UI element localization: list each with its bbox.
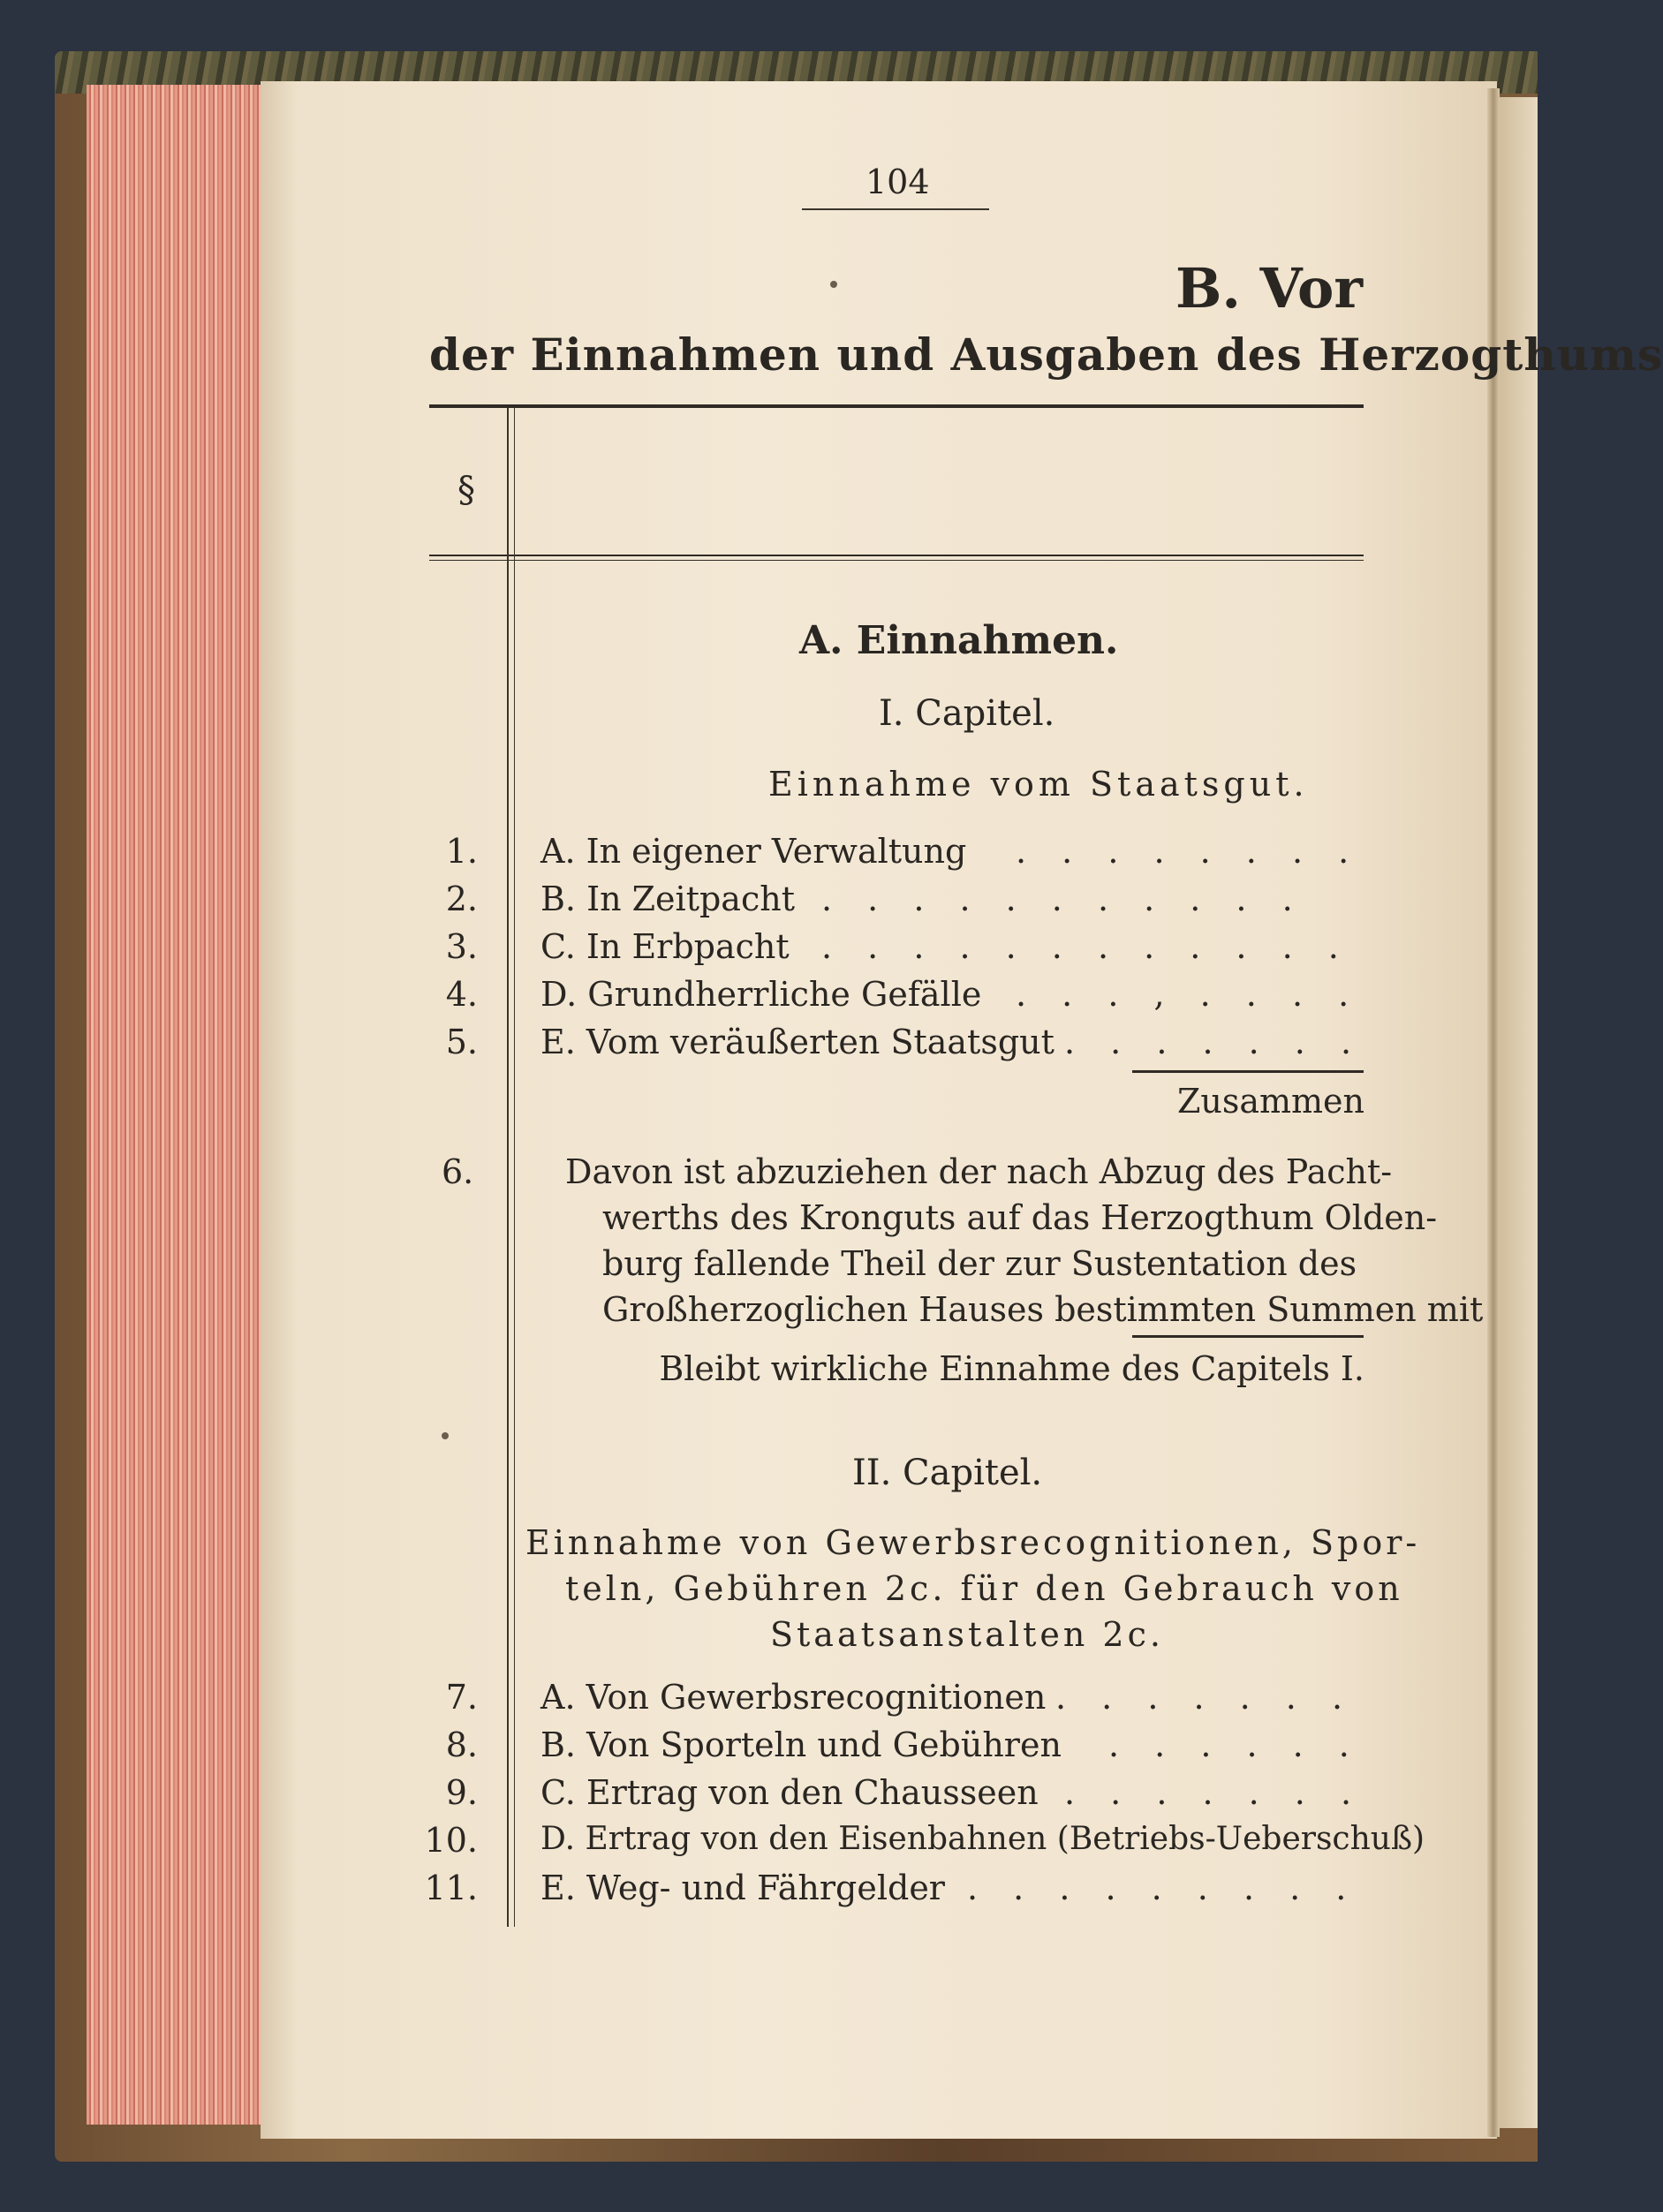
leader-dots: . . . . . . . . . . . . xyxy=(821,927,1351,966)
item-text: B. In Zeitpacht xyxy=(540,880,795,918)
leader-dots: . . . . . . . . . . . xyxy=(821,880,1305,918)
heading-right: B. Vor xyxy=(1175,256,1363,321)
list-item xyxy=(0,1773,1538,1819)
table-top-rule xyxy=(429,404,1364,408)
item6-line: Großherzoglichen Hauses bestimmten Summen mit xyxy=(602,1290,1484,1329)
item-number: 7. xyxy=(445,1678,478,1717)
table-header-bottom-rule xyxy=(429,555,1364,556)
heading-line: der Einnahmen und Ausgaben des Herzogthums xyxy=(429,328,1663,381)
stray-dot xyxy=(442,1432,449,1439)
item-text: C. Ertrag von den Chausseen xyxy=(540,1773,1039,1812)
item-number: 1. xyxy=(445,832,478,871)
item-number: 9. xyxy=(445,1773,478,1812)
chapter2-title: II. Capitel. xyxy=(852,1453,1043,1493)
total-label: Zusammen xyxy=(1176,1082,1364,1121)
item-text: E. Weg- und Fährgelder xyxy=(540,1868,945,1907)
chapter2-subtitle-line: Einnahme von Gewerbsrecognitionen, Spor- xyxy=(525,1523,1421,1562)
leader-dots: . . . . . . . xyxy=(1064,1773,1364,1812)
page-number: 104 xyxy=(866,162,930,201)
item-text: E. Vom veräußerten Staatsgut xyxy=(540,1023,1054,1061)
list-item xyxy=(0,1023,1538,1068)
chapter2-subtitle-line: teln, Gebühren 2c. für den Gebrauch von xyxy=(565,1569,1403,1608)
page-number-rule xyxy=(802,208,989,210)
remainder-label: Bleibt wirkliche Einnahme des Capitels I. xyxy=(659,1349,1364,1388)
list-item xyxy=(0,880,1538,925)
list-item xyxy=(0,1725,1538,1771)
stray-dot xyxy=(830,281,837,288)
item-text: D. Grundherrliche Gefälle xyxy=(540,975,982,1014)
item-text: A. In eigener Verwaltung xyxy=(540,832,967,871)
remainder-rule xyxy=(1132,1335,1364,1338)
list-item xyxy=(0,975,1538,1021)
item6-line: burg fallende Theil der zur Sustentation des xyxy=(602,1244,1357,1283)
item-text: D. Ertrag von den Eisenbahnen (Betriebs-Ueberschuß) xyxy=(540,1821,1425,1857)
item-number: 2. xyxy=(445,880,478,918)
item-text: C. In Erbpacht xyxy=(540,927,790,966)
item-number: 8. xyxy=(445,1725,478,1764)
chapter1-title: I. Capitel. xyxy=(879,693,1055,734)
item-number: 11. xyxy=(424,1868,478,1907)
item-text: B. Von Sporteln und Gebühren xyxy=(540,1725,1062,1764)
list-item xyxy=(0,1678,1538,1724)
section-column-header: § xyxy=(457,470,475,510)
item-number: 3. xyxy=(445,927,478,966)
list-item xyxy=(0,927,1538,973)
item-number: 4. xyxy=(445,975,478,1014)
list-item xyxy=(0,832,1538,878)
table-header-bottom-rule-2 xyxy=(429,560,1364,561)
leader-dots: . . . . . . . xyxy=(1064,1023,1364,1061)
leader-dots: . . . . . . . xyxy=(1055,1678,1356,1717)
leader-dots: . . . , . . . . xyxy=(1016,975,1362,1014)
item-number: 6. xyxy=(442,1152,474,1191)
chapter2-subtitle-line: Staatsanstalten 2c. xyxy=(770,1615,1164,1654)
list-item xyxy=(0,1821,1538,1867)
item-text: A. Von Gewerbsrecognitionen xyxy=(540,1678,1047,1717)
section-title: A. Einnahmen. xyxy=(799,618,1119,663)
chapter1-subtitle: Einnahme vom Staatsgut. xyxy=(768,765,1309,804)
item-number: 10. xyxy=(424,1821,478,1860)
list-item xyxy=(0,1868,1538,1914)
leader-dots: . . . . . . . . xyxy=(1016,832,1362,871)
item6-line: werths des Kronguts auf das Herzogthum Olden- xyxy=(602,1198,1438,1237)
leader-dots: . . . . . . xyxy=(1108,1725,1362,1764)
leader-dots: . . . . . . . . . xyxy=(967,1868,1359,1907)
sum-rule xyxy=(1132,1070,1364,1073)
item6-line: Davon ist abzuziehen der nach Abzug des Pacht- xyxy=(565,1152,1393,1191)
item-number: 5. xyxy=(445,1023,478,1061)
